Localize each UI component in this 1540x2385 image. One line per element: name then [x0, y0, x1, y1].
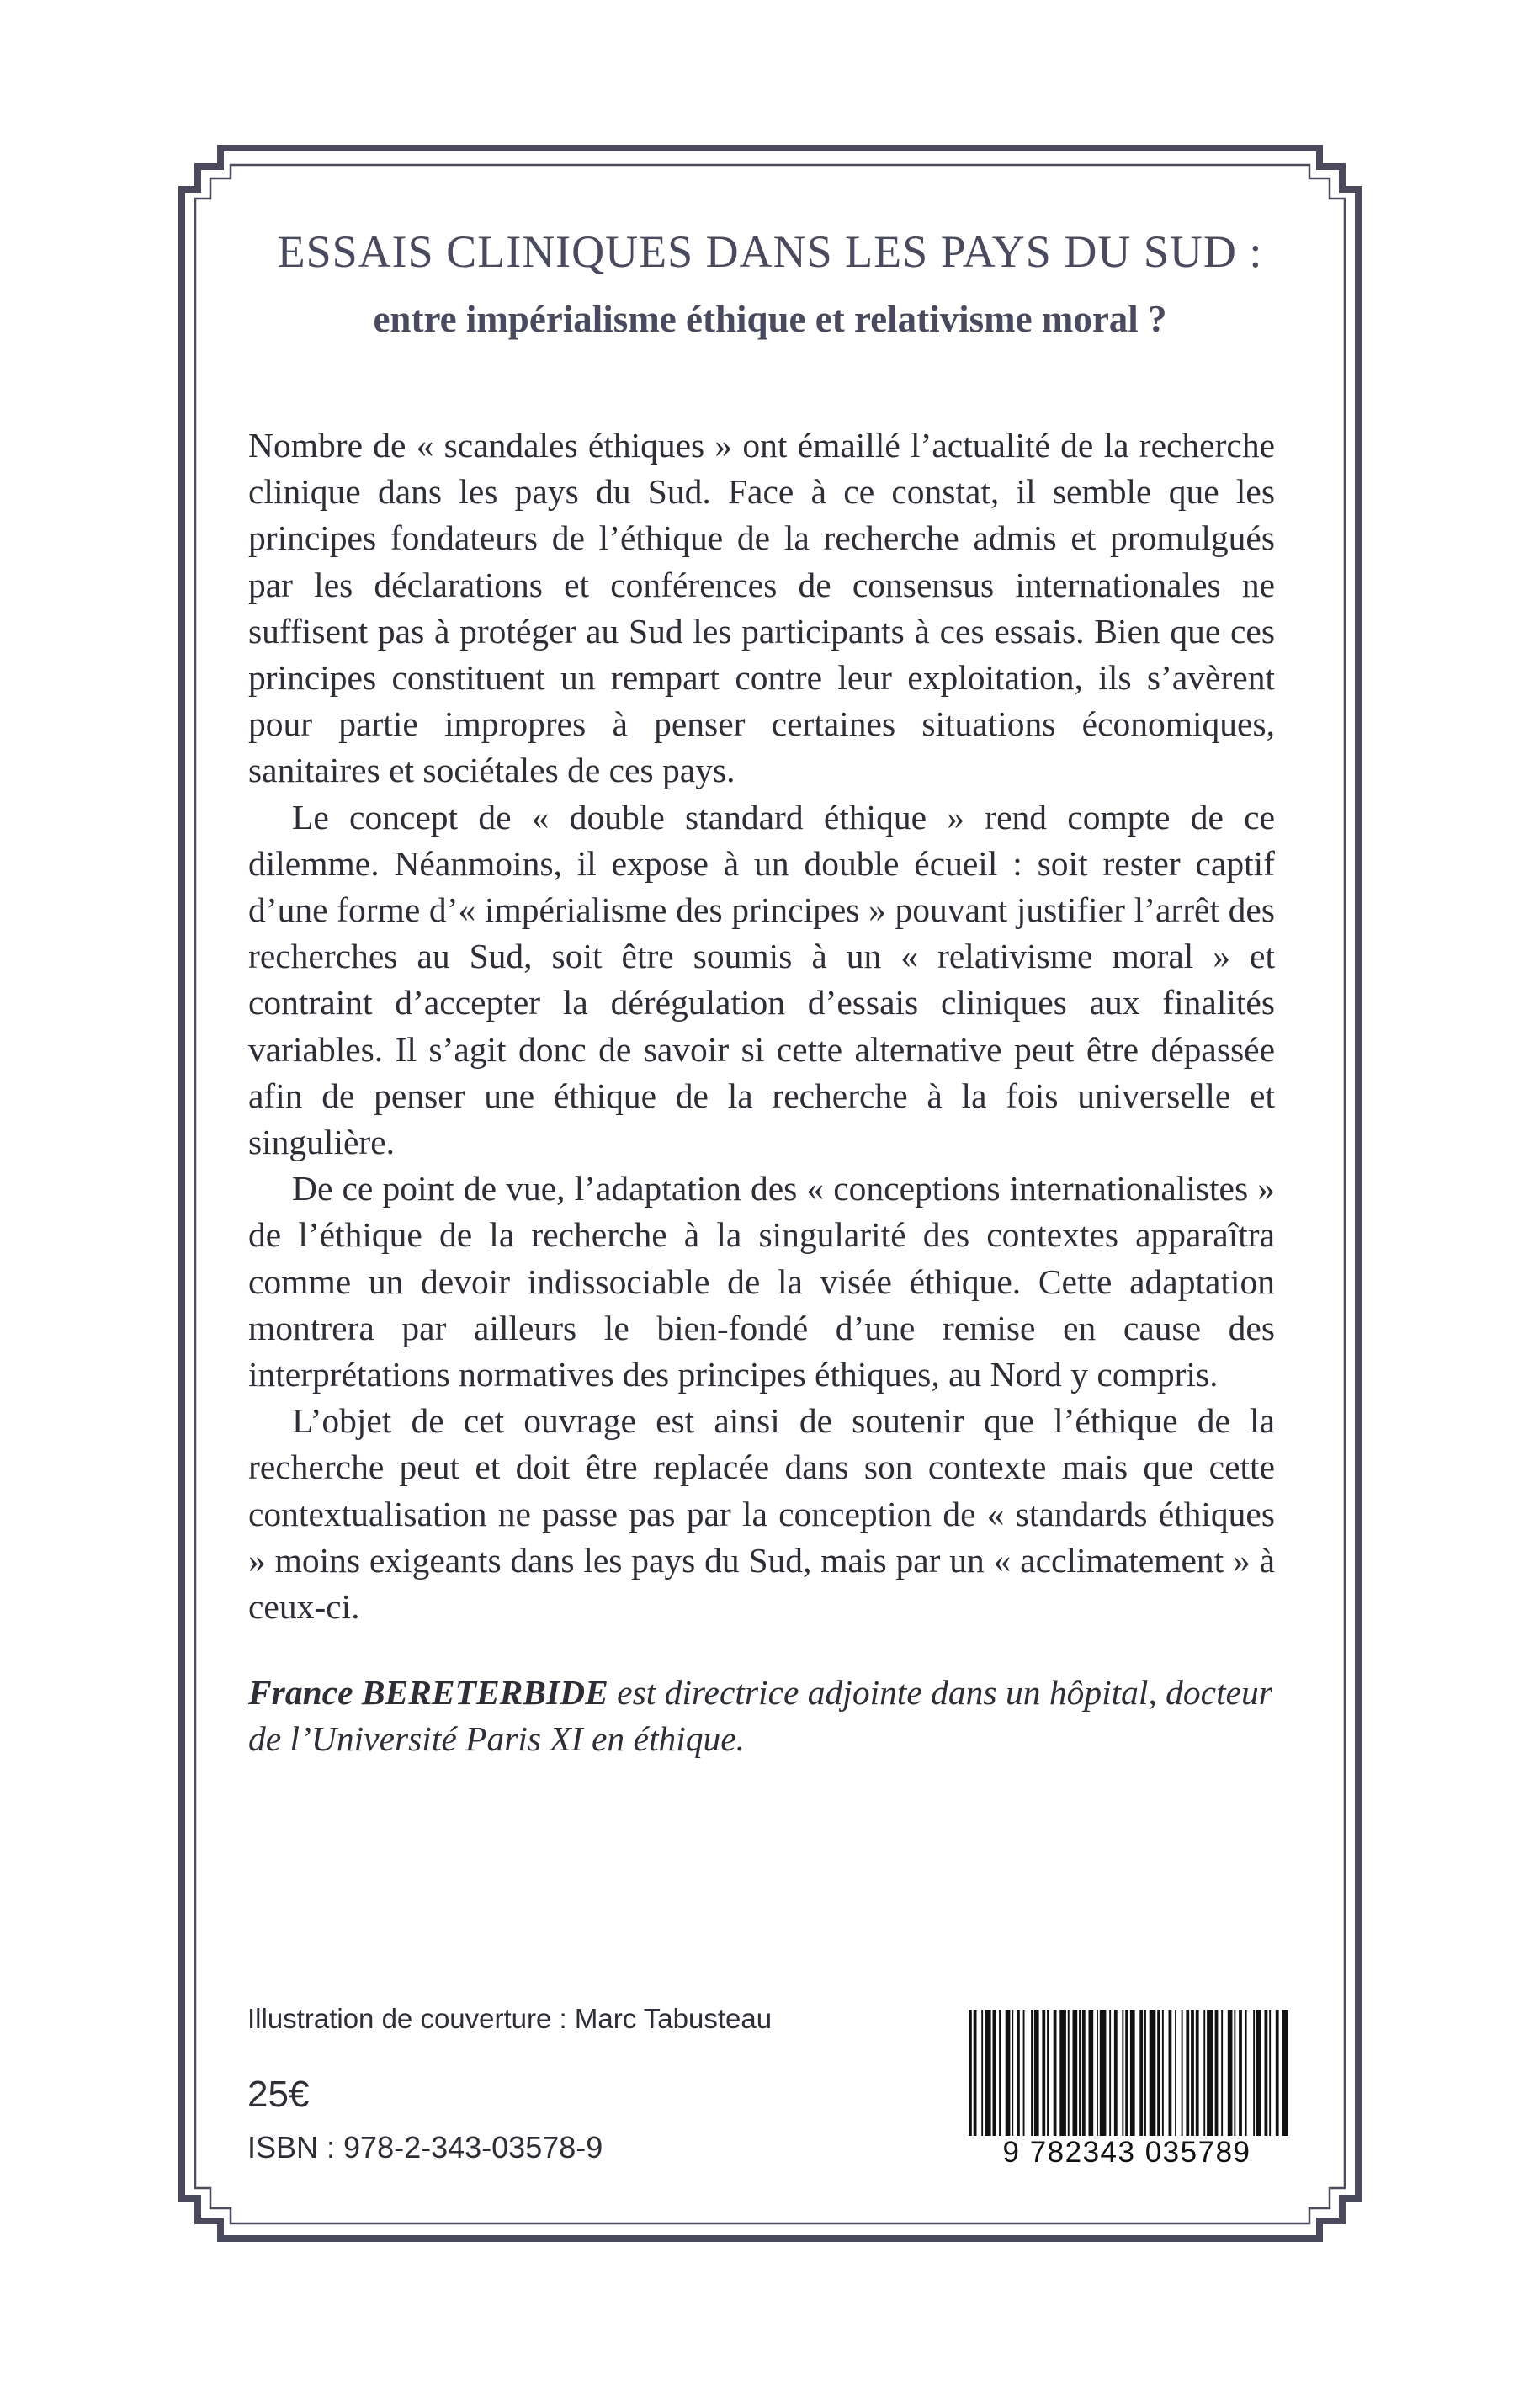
barcode-bar	[1042, 2010, 1045, 2136]
barcode-bar	[1130, 2010, 1135, 2136]
barcode-bar	[1157, 2010, 1160, 2136]
barcode-bar	[993, 2010, 996, 2136]
author-description: est directrice adjointe dans un hôpital, docteur de l’Université Paris XI en éthique.	[248, 1673, 1272, 1758]
barcode-bar	[1034, 2010, 1039, 2136]
barcode-bar	[1082, 2010, 1086, 2136]
illustration-credit: Illustration de couverture : Marc Tabusteau	[247, 2003, 773, 2034]
barcode-bar	[1017, 2010, 1020, 2136]
barcode-bar	[1186, 2010, 1189, 2136]
summary-paragraph: Nombre de « scandales éthiques » ont émaillé l’actualité de la recherche clinique dans les pays du Sud. Face à ce constat, il semble que les principes fondateurs de l’éthique de la recherche admis et promulgués par les déclarations et conférences de consensus internationales ne suffisent pas à protéger au Sud les participants à ces essais. Bien que ces principes constituent un rempart contre leur exploitation, ils s’avèrent pour partie impropres à penser certaines situations économiques, sanitaires et sociétales de ces pays.	[248, 426, 1275, 790]
barcode-bar	[1182, 2010, 1183, 2136]
barcode-bar	[1114, 2010, 1118, 2136]
barcode-bar	[1139, 2010, 1143, 2136]
barcode-bar	[1122, 2010, 1123, 2136]
barcode-bar	[1239, 2010, 1242, 2136]
barcode-bar	[1221, 2010, 1223, 2136]
summary-paragraph: De ce point de vue, l’adaptation des « conceptions internationalistes » de l’éthique de la recherche à la singularité des contextes apparaîtra comme un devoir indissociable de la visée éthique. Cette adaptation montrera par ailleurs le bien-fondé d’une remise en cause des interprétations normatives des principes éthiques, au Nord y compris.	[248, 1169, 1275, 1394]
barcode-bar	[985, 2010, 991, 2136]
barcode-bar	[1100, 2010, 1107, 2136]
book-title: ESSAIS CLINIQUES DANS LES PAYS DU SUD :	[277, 226, 1263, 277]
barcode-bar	[1150, 2010, 1156, 2136]
isbn: ISBN : 978-2-343-03578-9	[247, 2130, 603, 2165]
barcode-bar	[974, 2010, 977, 2136]
barcode-bar	[1207, 2010, 1213, 2136]
barcode-bar	[1191, 2010, 1194, 2136]
barcode-bar	[1245, 2010, 1247, 2136]
barcode-bar	[1144, 2010, 1146, 2136]
summary-paragraph: L’objet de cet ouvrage est ainsi de soutenir que l’éthique de la recherche peut et doit être replacée dans son contexte mais que cette contextualisation ne passe pas par la conception de « standards éthiques » moins exigeants dans les pays du Sud, mais par un « acclimatement » à ceux-ci.	[248, 1401, 1275, 1627]
barcode-bar	[1234, 2010, 1235, 2136]
barcode-bar	[969, 2010, 972, 2136]
barcode-bar	[1253, 2010, 1255, 2136]
barcode-bar	[1282, 2010, 1288, 2136]
barcode-bar	[1109, 2010, 1111, 2136]
summary-paragraph: Le concept de « double standard éthique » rend compte de ce dilemme. Néanmoins, il expose à un double écueil : soit rester captif d’une forme d’« impérialisme des principes » pouvant justifier l’arrêt des recherches au Sud, soit être soumis à un « relativisme moral » et contraint d’accepter la dérégulation d’essais cliniques aux finalités variables. Il s’agit donc de savoir si cette alternative peut être dépassée afin de penser une éthique de la recherche à la fois universelle et singulière.	[248, 797, 1275, 1162]
barcode-bar	[1228, 2010, 1233, 2136]
author-name: France BERETERBIDE	[248, 1673, 608, 1712]
barcode-bar	[1012, 2010, 1013, 2136]
barcode-bar	[1276, 2010, 1279, 2136]
barcode-bar	[1059, 2010, 1066, 2136]
barcode-bar	[1169, 2010, 1172, 2136]
barcode-bar	[1079, 2010, 1081, 2136]
barcode-bar	[1054, 2010, 1057, 2136]
barcode-bar	[1023, 2010, 1025, 2136]
back-cover-summary	[248, 422, 1275, 1630]
barcode-bar	[999, 2010, 1001, 2136]
barcode-bar	[1175, 2010, 1176, 2136]
book-subtitle: entre impérialisme éthique et relativisme moral ?	[373, 298, 1167, 340]
barcode-bar	[1265, 2010, 1268, 2136]
barcode-bar	[1031, 2010, 1033, 2136]
barcode-bar	[1196, 2010, 1199, 2136]
barcode-bar	[1125, 2010, 1128, 2136]
barcode-bar	[1203, 2010, 1205, 2136]
barcode-bar	[1068, 2010, 1070, 2136]
barcode-bar	[1006, 2010, 1011, 2136]
barcode-bar	[1269, 2010, 1271, 2136]
barcode-bar	[1097, 2010, 1098, 2136]
barcode-bar	[1047, 2010, 1049, 2136]
barcode-bar	[1215, 2010, 1219, 2136]
barcode-digits: 9 782343 035789	[962, 2136, 1292, 2170]
barcode-bar	[1089, 2010, 1094, 2136]
barcode-bar	[1162, 2010, 1164, 2136]
barcode-bar	[1256, 2010, 1261, 2136]
barcode-bar	[1073, 2010, 1078, 2136]
price: 25€	[247, 2074, 310, 2115]
barcode-bar	[981, 2010, 983, 2136]
author-bio	[248, 1670, 1275, 1762]
